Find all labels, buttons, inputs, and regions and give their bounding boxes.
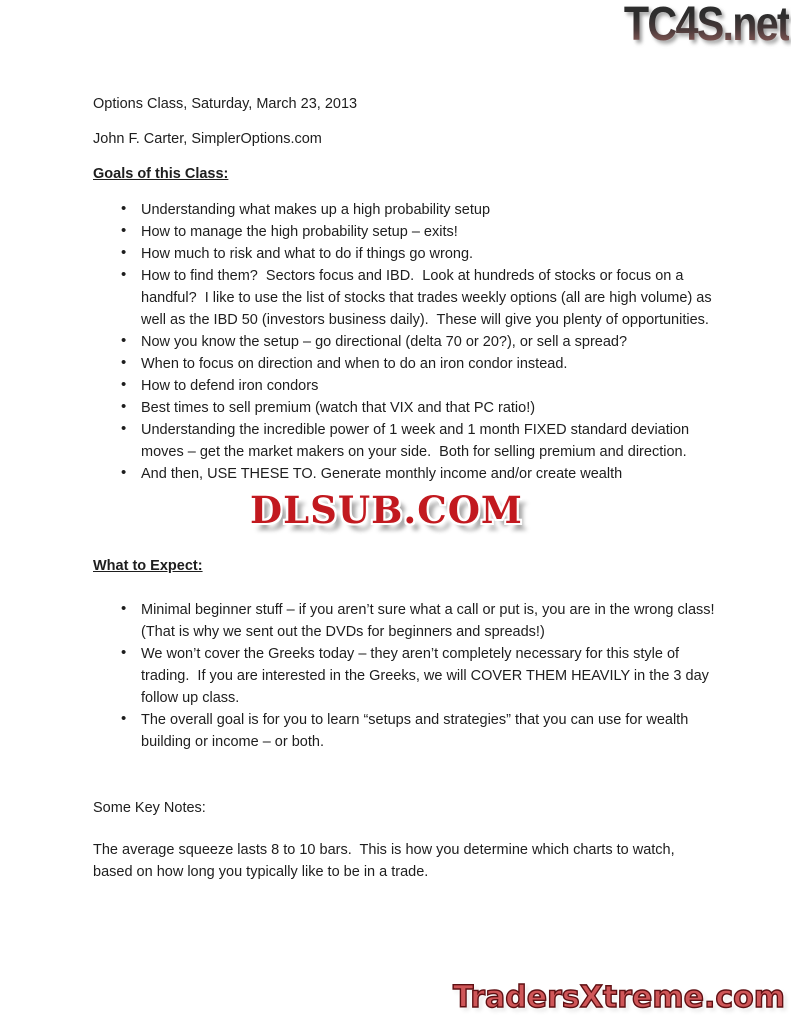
goals-heading: Goals of this Class:: [93, 166, 229, 182]
bullet-item: • Understanding the incredible power of 1 week and 1 month FIXED standard deviation moves – get the market makers on your side. Both for selling premium and direction.: [93, 419, 715, 463]
goals-list: [93, 199, 715, 485]
bullet-item: • And then, USE THESE TO. Generate monthly income and/or create wealth: [93, 463, 715, 485]
bullet-item: • Best times to sell premium (watch that VIX and that PC ratio!): [93, 397, 715, 419]
bullet-item: • We won’t cover the Greeks today – they aren’t completely necessary for this style of trading. If you are interested in the Greeks, we will COVER THEM HEAVILY in the 3 day follow up class.: [93, 643, 715, 709]
tc4s-watermark: TC4S.net: [623, 0, 789, 51]
bullet-item: • How to find them? Sectors focus and IBD. Look at hundreds of stocks or focus on a handful? I like to use the list of stocks that trades weekly options (all are high volume) as well as the IBD 50 (investors business daily). These will give you plenty of opportunities.: [93, 265, 715, 331]
bullet-item: • When to focus on direction and when to do an iron condor instead.: [93, 353, 715, 375]
bullet-item: • Understanding what makes up a high probability setup: [93, 199, 715, 221]
expect-list: [93, 599, 723, 753]
tradersxtreme-watermark: TradersXtreme.com: [453, 980, 785, 1015]
notes-heading: Some Key Notes:: [93, 800, 206, 816]
bullet-item: • Now you know the setup – go directional (delta 70 or 20?), or sell a spread?: [93, 331, 715, 353]
bullet-item: • The overall goal is for you to learn “setups and strategies” that you can use for wealth building or income – or both.: [93, 709, 715, 753]
expect-heading: What to Expect:: [93, 558, 203, 574]
notes-paragraph: The average squeeze lasts 8 to 10 bars. This is how you determine which charts to watch, based on how long you typically like to be in a trade.: [93, 842, 679, 880]
bullet-item: • Minimal beginner stuff – if you aren’t sure what a call or put is, you are in the wrong class! (That is why we sent out the DVDs for beginners and spreads!): [93, 599, 715, 643]
dlsub-watermark: DLSUB.COM: [250, 488, 523, 532]
bullet-item: • How to defend iron condors: [93, 375, 715, 397]
document-byline: John F. Carter, SimplerOptions.com: [93, 131, 322, 147]
bullet-item: • How to manage the high probability setup – exits!: [93, 221, 715, 243]
document-title: Options Class, Saturday, March 23, 2013: [93, 96, 358, 112]
bullet-item: • How much to risk and what to do if things go wrong.: [93, 243, 715, 265]
